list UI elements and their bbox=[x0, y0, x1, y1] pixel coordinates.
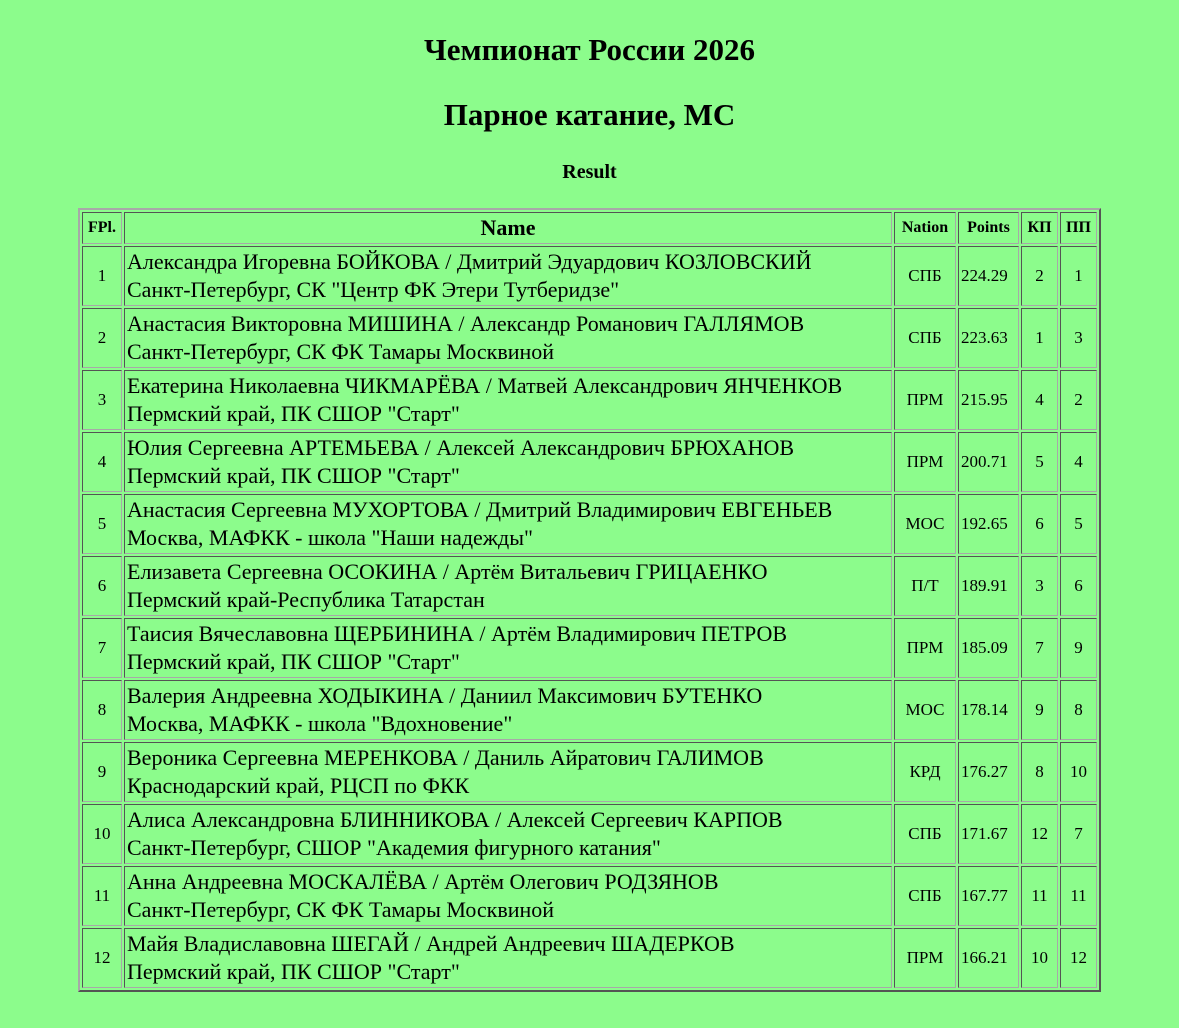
pair-names: Валерия Андреевна ХОДЫКИНА / Даниил Максимович БУТЕНКО bbox=[127, 683, 763, 708]
table-row bbox=[82, 246, 1097, 306]
kp-cell: 2 bbox=[1021, 246, 1058, 306]
table-row bbox=[82, 494, 1097, 554]
points-cell: 185.09 bbox=[958, 618, 1019, 678]
club-name: Санкт-Петербург, СШОР "Академия фигурного катания" bbox=[127, 835, 661, 860]
name-cell bbox=[124, 556, 892, 616]
pair-names: Таисия Вячеславовна ЩЕРБИНИНА / Артём Владимирович ПЕТРОВ bbox=[127, 621, 788, 646]
nation-cell: СПБ bbox=[894, 308, 956, 368]
nation-cell: СПБ bbox=[894, 246, 956, 306]
pp-cell: 9 bbox=[1060, 618, 1097, 678]
pair-names: Алиса Александровна БЛИННИКОВА / Алексей Сергеевич КАРПОВ bbox=[127, 807, 783, 832]
name-cell bbox=[124, 866, 892, 926]
pair-names: Елизавета Сергеевна ОСОКИНА / Артём Витальевич ГРИЦАЕНКО bbox=[127, 559, 768, 584]
place-cell: 3 bbox=[82, 370, 122, 430]
pair-names: Екатерина Николаевна ЧИКМАРЁВА / Матвей Александрович ЯНЧЕНКОВ bbox=[127, 373, 843, 398]
name-cell bbox=[124, 804, 892, 864]
pp-cell: 7 bbox=[1060, 804, 1097, 864]
club-name: Москва, МАФКК - школа "Вдохновение" bbox=[127, 711, 513, 736]
pp-cell: 1 bbox=[1060, 246, 1097, 306]
table-row bbox=[82, 308, 1097, 368]
table-row bbox=[82, 742, 1097, 802]
event-title: Парное катание, МС bbox=[443, 97, 736, 132]
column-header-points: Points bbox=[958, 212, 1019, 244]
nation-cell: ПРМ bbox=[894, 432, 956, 492]
club-name: Пермский край, ПК СШОР "Старт" bbox=[127, 959, 460, 984]
pp-cell: 8 bbox=[1060, 680, 1097, 740]
header-row bbox=[82, 212, 1097, 244]
kp-cell: 11 bbox=[1021, 866, 1058, 926]
points-cell: 223.63 bbox=[958, 308, 1019, 368]
points-cell: 215.95 bbox=[958, 370, 1019, 430]
club-name: Пермский край, ПК СШОР "Старт" bbox=[127, 649, 460, 674]
name-cell bbox=[124, 618, 892, 678]
column-header-name: Name bbox=[124, 212, 892, 244]
column-header-fpl: FPl. bbox=[82, 212, 122, 244]
table-row bbox=[82, 804, 1097, 864]
table-row bbox=[82, 370, 1097, 430]
pp-cell: 3 bbox=[1060, 308, 1097, 368]
column-header-pp: ПП bbox=[1060, 212, 1097, 244]
place-cell: 11 bbox=[82, 866, 122, 926]
points-cell: 166.21 bbox=[958, 928, 1019, 988]
pair-names: Анастасия Сергеевна МУХОРТОВА / Дмитрий Владимирович ЕВГЕНЬЕВ bbox=[127, 497, 833, 522]
points-cell: 167.77 bbox=[958, 866, 1019, 926]
pair-names: Вероника Сергеевна МЕРЕНКОВА / Даниль Айратович ГАЛИМОВ bbox=[127, 745, 764, 770]
kp-cell: 4 bbox=[1021, 370, 1058, 430]
kp-cell: 8 bbox=[1021, 742, 1058, 802]
pp-cell: 5 bbox=[1060, 494, 1097, 554]
place-cell: 10 bbox=[82, 804, 122, 864]
table-row bbox=[82, 556, 1097, 616]
name-cell bbox=[124, 680, 892, 740]
results-table bbox=[78, 208, 1101, 992]
nation-cell: ПРМ bbox=[894, 618, 956, 678]
name-cell bbox=[124, 246, 892, 306]
nation-cell: КРД bbox=[894, 742, 956, 802]
place-cell: 1 bbox=[82, 246, 122, 306]
table-row bbox=[82, 928, 1097, 988]
kp-cell: 1 bbox=[1021, 308, 1058, 368]
place-cell: 8 bbox=[82, 680, 122, 740]
nation-cell: СПБ bbox=[894, 866, 956, 926]
place-cell: 6 bbox=[82, 556, 122, 616]
points-cell: 189.91 bbox=[958, 556, 1019, 616]
pp-cell: 6 bbox=[1060, 556, 1097, 616]
kp-cell: 12 bbox=[1021, 804, 1058, 864]
pair-names: Юлия Сергеевна АРТЕМЬЕВА / Алексей Александрович БРЮХАНОВ bbox=[127, 435, 795, 460]
pp-cell: 10 bbox=[1060, 742, 1097, 802]
name-cell bbox=[124, 494, 892, 554]
column-header-nation: Nation bbox=[894, 212, 956, 244]
points-cell: 171.67 bbox=[958, 804, 1019, 864]
club-name: Пермский край, ПК СШОР "Старт" bbox=[127, 401, 460, 426]
club-name: Москва, МАФКК - школа "Наши надежды" bbox=[127, 525, 533, 550]
nation-cell: МОС bbox=[894, 680, 956, 740]
page-title: Чемпионат России 2026 bbox=[423, 32, 756, 67]
pair-names: Майя Владиславовна ШЕГАЙ / Андрей Андреевич ШАДЕРКОВ bbox=[127, 931, 735, 956]
pair-names: Анна Андреевна МОСКАЛЁВА / Артём Олегович РОДЗЯНОВ bbox=[127, 869, 719, 894]
kp-cell: 7 bbox=[1021, 618, 1058, 678]
nation-cell: П/Т bbox=[894, 556, 956, 616]
table-row bbox=[82, 432, 1097, 492]
pp-cell: 11 bbox=[1060, 866, 1097, 926]
pp-cell: 4 bbox=[1060, 432, 1097, 492]
points-cell: 176.27 bbox=[958, 742, 1019, 802]
points-cell: 224.29 bbox=[958, 246, 1019, 306]
club-name: Пермский край-Республика Татарстан bbox=[127, 587, 485, 612]
points-cell: 178.14 bbox=[958, 680, 1019, 740]
column-header-kp: КП bbox=[1021, 212, 1058, 244]
club-name: Краснодарский край, РЦСП по ФКК bbox=[127, 773, 470, 798]
place-cell: 2 bbox=[82, 308, 122, 368]
points-cell: 200.71 bbox=[958, 432, 1019, 492]
club-name: Санкт-Петербург, СК ФК Тамары Москвиной bbox=[127, 897, 555, 922]
nation-cell: МОС bbox=[894, 494, 956, 554]
kp-cell: 10 bbox=[1021, 928, 1058, 988]
pp-cell: 2 bbox=[1060, 370, 1097, 430]
place-cell: 4 bbox=[82, 432, 122, 492]
table-row bbox=[82, 866, 1097, 926]
pp-cell: 12 bbox=[1060, 928, 1097, 988]
pair-names: Александра Игоревна БОЙКОВА / Дмитрий Эдуардович КОЗЛОВСКИЙ bbox=[127, 249, 812, 274]
nation-cell: ПРМ bbox=[894, 928, 956, 988]
table-row bbox=[82, 680, 1097, 740]
nation-cell: ПРМ bbox=[894, 370, 956, 430]
place-cell: 12 bbox=[82, 928, 122, 988]
name-cell bbox=[124, 370, 892, 430]
kp-cell: 9 bbox=[1021, 680, 1058, 740]
points-cell: 192.65 bbox=[958, 494, 1019, 554]
name-cell bbox=[124, 308, 892, 368]
pair-names: Анастасия Викторовна МИШИНА / Александр Романович ГАЛЛЯМОВ bbox=[127, 311, 805, 336]
result-subtitle: Result bbox=[562, 161, 617, 183]
kp-cell: 6 bbox=[1021, 494, 1058, 554]
results-body bbox=[82, 246, 1097, 988]
club-name: Пермский край, ПК СШОР "Старт" bbox=[127, 463, 460, 488]
name-cell bbox=[124, 432, 892, 492]
table-row bbox=[82, 618, 1097, 678]
club-name: Санкт-Петербург, СК ФК Тамары Москвиной bbox=[127, 339, 555, 364]
kp-cell: 3 bbox=[1021, 556, 1058, 616]
club-name: Санкт-Петербург, СК "Центр ФК Этери Тутберидзе" bbox=[127, 277, 620, 302]
name-cell bbox=[124, 742, 892, 802]
place-cell: 7 bbox=[82, 618, 122, 678]
nation-cell: СПБ bbox=[894, 804, 956, 864]
name-cell bbox=[124, 928, 892, 988]
place-cell: 5 bbox=[82, 494, 122, 554]
place-cell: 9 bbox=[82, 742, 122, 802]
kp-cell: 5 bbox=[1021, 432, 1058, 492]
